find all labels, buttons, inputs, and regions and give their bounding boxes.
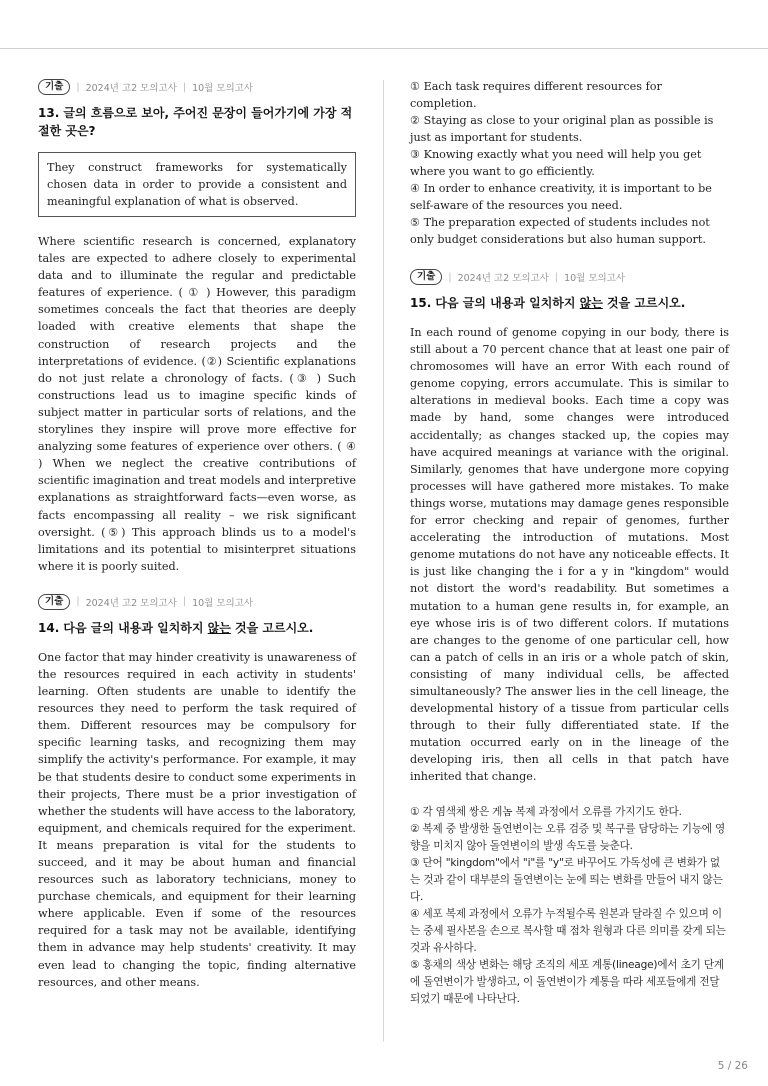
q15-source-month: 10월 모의고사 bbox=[564, 273, 626, 284]
q15-source-year: 2024년 고2 모의고사 bbox=[457, 273, 549, 284]
q13-source-tag: 기출 | 2024년 고2 모의고사 | 10월 모의고사 bbox=[38, 78, 356, 96]
q14-option-4[interactable]: ④ In order to enhance creativity, it is important to be self-aware of the resources you need. bbox=[410, 182, 712, 212]
q14-option-3[interactable]: ③ Knowing exactly what you need will help you get where you want to go efficiently. bbox=[410, 148, 702, 178]
page-number: 5 / 26 bbox=[717, 1060, 748, 1072]
q14-option-1[interactable]: ① Each task requires different resources for completion. bbox=[410, 80, 662, 110]
q15-options bbox=[410, 804, 729, 1008]
right-column bbox=[410, 78, 729, 1008]
header-rule bbox=[0, 48, 768, 49]
q15-option-2[interactable]: ② 복제 중 발생한 돌연변이는 오류 검증 및 복구를 담당하는 기능에 영향을 미치지 않아 돌연변이의 발생 속도를 늦춘다. bbox=[410, 822, 726, 852]
q13-source-month: 10월 모의고사 bbox=[192, 83, 254, 94]
q15-passage: In each round of genome copying in our body, there is still about a 70 percent chance that at least one pair of chromosomes will have an error With each round of genome copying, errors accumulate. This is similar to alterations in medieval books. Each time a copy was made by hand, some changes were introduced accidentally; as changes stacked up, the copies may have acquired meanings at variance with the original. Similarly, genomes that have undergone more copying processes will have gathered more mistakes. To make things worse, mutations may damage genes responsible for error checking and repair of genomes, further accelerating the introduction of mutations. Most genome mutations do not have any noticeable effects. It is just like changing the i for a y in "kingdom" would not distort the word's readability. But sometimes a mutation to a human gene results in, for example, an eye whose iris is of two different colors. If mutations are changes to the genome of one particular cell, how can a patch of cells in an iris or a whole patch of skin, consisting of many individual cells, be affected simultaneously? The answer lies in the cell lineage, the developmental history of a tissue from particular cells through to their fully differentiated state. If the mutation occurred early on in the lineage of the developing iris, then all cells in that patch have inherited that change. bbox=[410, 326, 729, 784]
q14-option-2[interactable]: ② Staying as close to your original plan as possible is just as important for students. bbox=[410, 114, 714, 144]
column-divider bbox=[383, 80, 384, 1042]
q15-title-post: 것을 고르시오. bbox=[602, 296, 686, 310]
q14-title-underlined: 않는 bbox=[207, 620, 231, 635]
q13-given-sentence: They construct frameworks for systematically chosen data in order to provide a consistent and meaningful explanation of what is observed. bbox=[38, 152, 356, 217]
q15-badge: 기출 bbox=[410, 269, 442, 285]
q14-source-tag: 기출 | 2024년 고2 모의고사 | 10월 모의고사 bbox=[38, 593, 356, 611]
q14-options bbox=[410, 78, 729, 248]
q15-option-4[interactable]: ④ 세포 복제 과정에서 오류가 누적될수록 원본과 달라질 수 있으며 이는 중세 필사본을 손으로 복사할 때 점차 원형과 다른 의미를 갖게 되는 것과 유사하다. bbox=[410, 907, 726, 954]
q14-badge: 기출 bbox=[38, 594, 70, 610]
q15-option-1[interactable]: ① 각 염색체 쌍은 게놈 복제 과정에서 오류를 가지기도 한다. bbox=[410, 805, 682, 818]
q15-title-pre: 15. 다음 글의 내용과 일치하지 bbox=[410, 296, 580, 310]
q15-source-tag: 기출 | 2024년 고2 모의고사 | 10월 모의고사 bbox=[410, 268, 729, 286]
q13-passage: Where scientific research is concerned, explanatory tales are expected to adhere closely to experimental data and to illuminate the regular and predictable features of experience. ( ① ) However, this paradigm sometimes conceals the fact that theories are deeply loaded with creative elements that shape the construction of research projects and the interpretations of evidence. (②) Scientific explanations do not just relate a chronology of facts. (③ ) Such constructions lead us to imagine specific kinds of subject matter in particular sorts of relations, and the storylines they inspire will prove more effective for analyzing some features of experience over others. ( ④ ) When we neglect the creative contributions of scientific imagination and treat models and interpretive explanations as straightforward facts—even worse, as facts encompassing all reality – we risk significant oversight. (⑤) This approach blinds us to a model's limitations and its potential to misinterpret situations where it is poorly suited. bbox=[38, 235, 356, 573]
q14-option-5[interactable]: ⑤ The preparation expected of students includes not only budget considerations but also human support. bbox=[410, 216, 710, 246]
q14-source-month: 10월 모의고사 bbox=[192, 597, 254, 609]
q13-badge: 기출 bbox=[38, 79, 70, 95]
q14-title-pre: 14. 다음 글의 내용과 일치하지 bbox=[38, 620, 208, 635]
q14-passage: One factor that may hinder creativity is unawareness of the resources required in each activity in students' learning. Often students are unable to identify the resources they need to perform the task required of them. Different resources may be compulsory for specific learning tasks, and recognizing them may simplify the activity's performance. For example, it may be that students desire to conduct some experiments in their projects, There must be a prior investigation of whether the students will have access to the laboratory, equipment, and chemicals required for the experiment. It means preparation is vital for the students to succeed, and it may be about human and financial resources such as laboratory technicians, money to purchase chemicals, and equipment for their learning where applicable. Even if some of the resources required for a task may not be available, identifying them in advance may help students' creativity. It may even lead to changing the topic, finding alternative resources, and other means. bbox=[38, 650, 356, 989]
q14-source-year: 2024년 고2 모의고사 bbox=[85, 597, 177, 609]
q15-title bbox=[410, 294, 729, 312]
q13-title: 13. 글의 흐름으로 보아, 주어진 문장이 들어가기에 가장 적절한 곳은? bbox=[38, 106, 353, 138]
q14-title-post: 것을 고르시오. bbox=[230, 620, 314, 635]
q15-option-5[interactable]: ⑤ 홍채의 색상 변화는 해당 조직의 세포 계통(lineage)에서 초기 단계에 돌연변이가 발생하고, 이 돌연변이가 계통을 따라 세포들에게 전달되었기 때문에 나타난다. bbox=[410, 958, 724, 1005]
q15-title-underlined: 않는 bbox=[579, 296, 603, 310]
q15-option-3[interactable]: ③ 단어 "kingdom"에서 "i"를 "y"로 바꾸어도 가독성에 큰 변화가 없는 것과 같이 대부분의 돌연변이는 눈에 띄는 변화를 만들어 내지 않는다. bbox=[410, 856, 723, 903]
q14-title bbox=[38, 619, 356, 637]
q13-source-year: 2024년 고2 모의고사 bbox=[85, 83, 177, 94]
left-column bbox=[38, 78, 356, 1009]
